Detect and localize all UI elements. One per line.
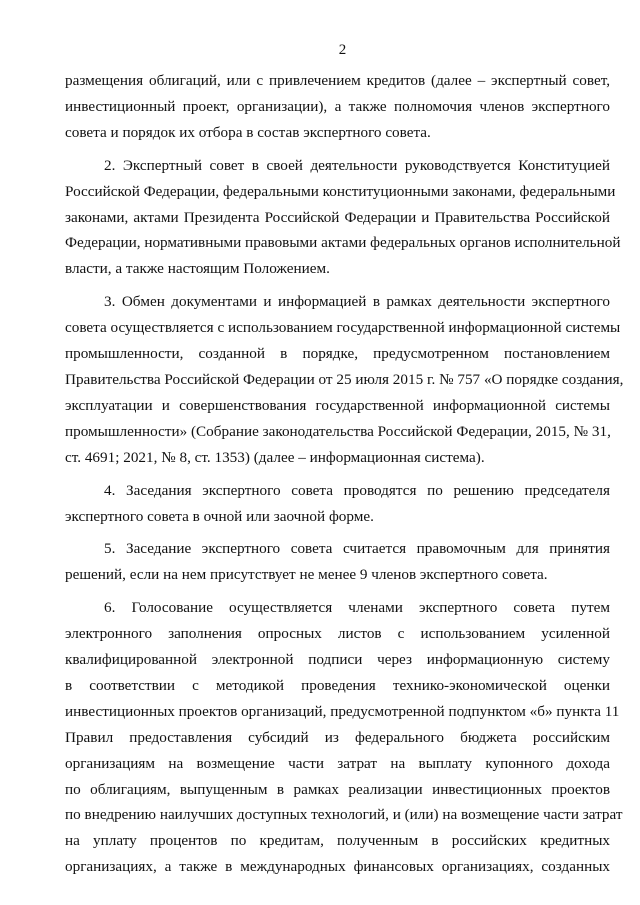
- text-line: 2. Экспертный совет в своей деятельности руководствуется Конституцией: [104, 156, 610, 174]
- text-line: на уплату процентов по кредитам, полученным в российских кредитных: [65, 832, 610, 850]
- text-line: 3. Обмен документами и информацией в рамках деятельности экспертного: [104, 293, 610, 311]
- text-line: власти, а также настоящим Положением.: [65, 260, 330, 278]
- text-line: совета осуществляется с использованием государственной информационной системы: [65, 319, 621, 337]
- text-line: промышленности, созданной в порядке, предусмотренном постановлением: [65, 345, 610, 363]
- text-line: по облигациям, выпущенным в рамках реализации инвестиционных проектов: [65, 780, 610, 798]
- text-line: 5. Заседание экспертного совета считается правомочным для принятия: [104, 540, 610, 558]
- document-body: [65, 68, 624, 880]
- text-line: промышленности» (Собрание законодательства Российской Федерации, 2015, № 31,: [65, 422, 611, 440]
- text-line: организациям на возмещение части затрат на выплату купонного дохода: [65, 754, 610, 772]
- text-line: совета и порядок их отбора в состав экспертного совета.: [65, 123, 431, 141]
- text-line: Российской Федерации, федеральными конституционными законами, федеральными: [65, 182, 616, 200]
- text-line: инвестиционных проектов организаций, предусмотренной подпунктом «б» пункта 11: [65, 702, 620, 720]
- text-line: электронного заполнения опросных листов с использованием усиленной: [65, 625, 610, 643]
- paragraph-2: [65, 153, 621, 283]
- text-line: 6. Голосование осуществляется членами экспертного совета путем: [104, 599, 610, 617]
- paragraph-1: [65, 68, 610, 146]
- text-line: по внедрению наилучших доступных технологий, и (или) на возмещение части затрат: [65, 806, 623, 824]
- text-line: законами, актами Президента Российской Федерации и Правительства Российской: [65, 208, 610, 226]
- text-line: Федерации, нормативными правовыми актами федеральных органов исполнительной: [65, 234, 621, 252]
- text-line: в соответствии с методикой проведения технико-экономической оценки: [65, 676, 610, 694]
- paragraph-4: [65, 478, 610, 530]
- text-line: Правил предоставления субсидий из федерального бюджета российским: [65, 728, 610, 746]
- text-line: инвестиционный проект, организации), а также полномочия членов экспертного: [65, 97, 610, 115]
- text-line: организациях, а также в международных финансовых организациях, созданных: [65, 858, 610, 876]
- text-line: эксплуатации и совершенствования государственной информационной системы: [65, 396, 610, 414]
- page-number: 2: [338, 42, 347, 58]
- text-line: экспертного совета в очной или заочной форме.: [65, 507, 374, 525]
- paragraph-6: [65, 595, 623, 880]
- text-line: ст. 4691; 2021, № 8, ст. 1353) (далее – информационная система).: [65, 448, 485, 466]
- text-line: 4. Заседания экспертного совета проводятся по решению председателя: [104, 481, 610, 499]
- text-line: Правительства Российской Федерации от 25 июля 2015 г. № 757 «О порядке создания,: [65, 370, 624, 388]
- paragraph-5: [65, 536, 610, 588]
- paragraph-3: [65, 289, 624, 470]
- text-line: размещения облигаций, или с привлечением кредитов (далее – экспертный совет,: [65, 72, 610, 89]
- text-line: решений, если на нем присутствует не менее 9 членов экспертного совета.: [65, 566, 548, 584]
- text-line: квалифицированной электронной подписи через информационную систему: [65, 651, 610, 669]
